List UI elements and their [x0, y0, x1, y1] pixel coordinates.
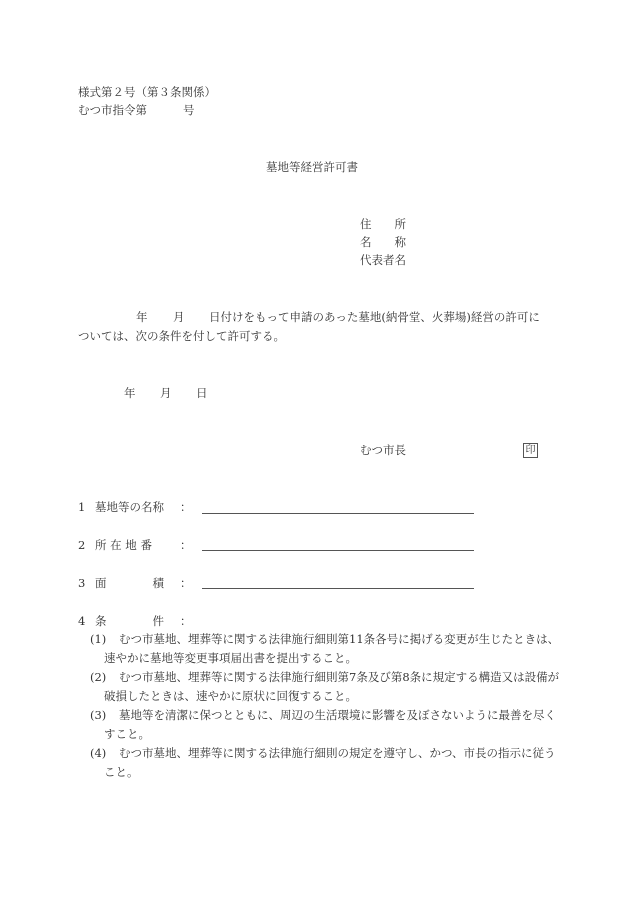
- body-line-2: ついては、次の条件を付して許可する。: [78, 329, 285, 343]
- condition-number: (4): [90, 746, 107, 760]
- field-number: 3: [78, 576, 86, 590]
- document-title: 墓地等経営許可書: [266, 160, 358, 174]
- conditions-number: 4: [78, 614, 86, 628]
- condition-number: (2): [90, 670, 107, 684]
- issue-year: 年: [124, 386, 136, 400]
- field-colon: ：: [180, 538, 192, 552]
- condition-text: むつ市墓地、埋葬等に関する法律施行細則の規定を遵守し、かつ、市長の指示に従うこと。: [104, 746, 556, 779]
- address-label: 住 所: [360, 217, 406, 231]
- body-line-1: 日付けをもって申請のあった墓地(納骨堂、火葬場)経営の許可に: [209, 310, 540, 324]
- field-label-name: 墓地等の名称: [95, 500, 164, 514]
- application-year: 年: [136, 310, 148, 324]
- form-number: 様式第２号（第３条関係）: [78, 85, 216, 99]
- issuer-title: むつ市長: [360, 443, 406, 457]
- order-number-prefix: むつ市指令第: [78, 103, 147, 117]
- field-number: 1: [78, 500, 86, 514]
- condition-number: (3): [90, 708, 107, 722]
- field-area-blank[interactable]: [202, 588, 474, 589]
- field-colon: ：: [180, 576, 192, 590]
- condition-text: むつ市墓地、埋葬等に関する法律施行細則第7条及び第8条に規定する構造又は設備が破損したときは、速やかに原状に回復すること。: [104, 670, 560, 703]
- application-month: 月: [173, 310, 185, 324]
- issue-month: 月: [160, 386, 172, 400]
- condition-item: [90, 668, 560, 706]
- condition-item: [90, 630, 560, 668]
- condition-text: 墓地等を清潔に保つとともに、周辺の生活環境に影響を及ぼさないように最善を尽くすこと。: [104, 708, 556, 741]
- field-label-location: 所 在 地 番: [95, 538, 152, 552]
- conditions-label: 条 件: [95, 614, 164, 628]
- seal-mark: 印: [523, 443, 538, 458]
- field-number: 2: [78, 538, 86, 552]
- issue-day: 日: [196, 386, 208, 400]
- name-label: 名 称: [360, 235, 406, 249]
- field-name-blank[interactable]: [202, 513, 474, 514]
- condition-text: むつ市墓地、埋葬等に関する法律施行細則第11条各号に掲げる変更が生じたときは、速やかに墓地等変更事項届出書を提出すること。: [104, 632, 560, 665]
- conditions-colon: ：: [180, 614, 192, 628]
- field-label-area: 面 積: [95, 576, 164, 590]
- representative-label: 代表者名: [360, 253, 406, 267]
- field-location-blank[interactable]: [202, 550, 474, 551]
- condition-item: [90, 744, 560, 782]
- order-number-suffix: 号: [183, 103, 195, 117]
- condition-item: [90, 706, 560, 744]
- field-colon: ：: [180, 500, 192, 514]
- condition-number: (1): [90, 632, 107, 646]
